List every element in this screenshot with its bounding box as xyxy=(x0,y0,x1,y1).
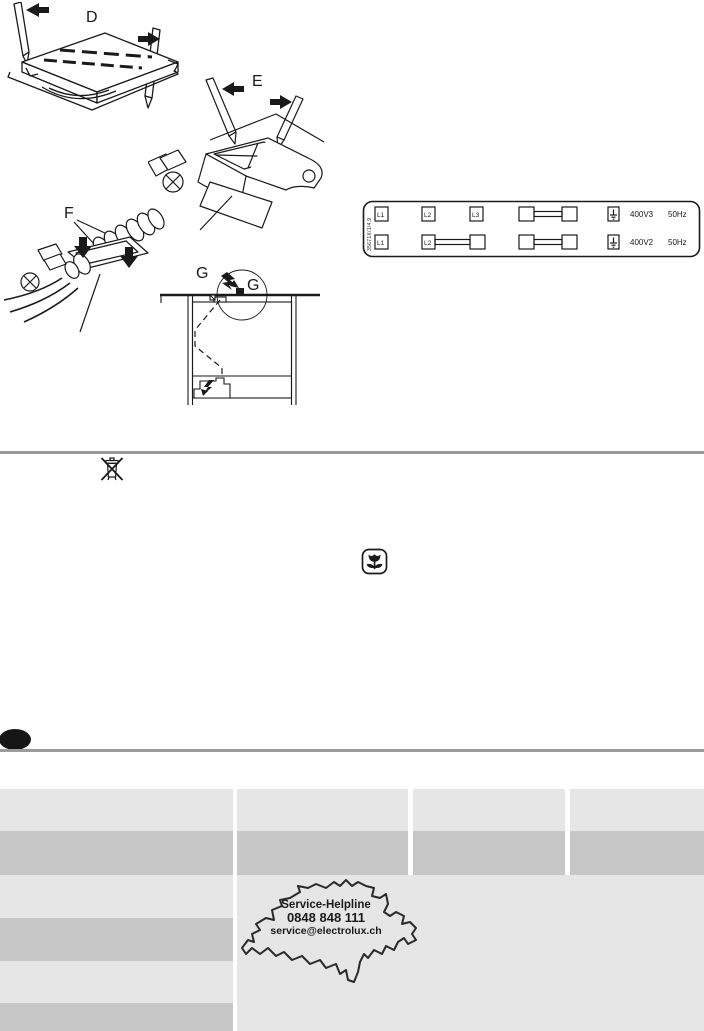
voltage-label-row1: 400V3 xyxy=(630,210,654,219)
voltage-label-row2: 400V2 xyxy=(630,238,654,247)
cable-route-dashed-line xyxy=(195,300,222,376)
figure-e-label: E xyxy=(252,73,263,90)
arrow-right-icon xyxy=(270,95,292,109)
table-cell xyxy=(413,789,565,831)
freq-label-row1: 50Hz xyxy=(668,210,687,219)
table-cell xyxy=(413,831,565,875)
table-cell xyxy=(0,875,233,918)
freq-label-row2: 50Hz xyxy=(668,238,687,247)
terminal-l2: L2 xyxy=(424,212,432,219)
wiring-code-vertical: 35671X/1/4,9 xyxy=(367,217,373,251)
figure-g-inner-label: G xyxy=(247,277,260,294)
figure-f-label: F xyxy=(64,205,74,222)
table-cell xyxy=(570,831,704,875)
table-cell xyxy=(237,789,408,831)
table-cell xyxy=(0,918,233,961)
terminal-l1: L1 xyxy=(377,212,385,219)
service-helpline-title: Service-Helpline xyxy=(281,899,371,911)
table-cell xyxy=(0,1003,233,1031)
table-cell xyxy=(0,961,233,1003)
table-cell xyxy=(0,789,233,831)
lightning-bolt-icon xyxy=(221,272,239,290)
arrow-left-icon xyxy=(222,82,244,96)
table-cell xyxy=(0,831,233,875)
terminal-l2: L2 xyxy=(424,240,432,247)
weee-crossed-bin-icon xyxy=(100,456,124,483)
terminal-l3: L3 xyxy=(472,212,480,219)
wiring-diagram xyxy=(362,200,702,258)
table-cell xyxy=(237,831,408,875)
section-divider-bottom xyxy=(0,749,704,752)
service-email: service@electrolux.ch xyxy=(270,925,382,937)
eco-flower-icon xyxy=(361,548,388,575)
section-divider-top xyxy=(0,451,704,454)
terminal-l1: L1 xyxy=(377,240,385,247)
plug-icon xyxy=(236,288,244,296)
table-cell xyxy=(570,789,704,831)
figure-d-label: D xyxy=(86,9,98,26)
service-phone: 0848 848 111 xyxy=(286,910,366,925)
switzerland-map xyxy=(238,876,428,1002)
arrow-left-icon xyxy=(26,3,49,17)
figure-g-illustration xyxy=(158,258,323,408)
section-bullet-pill xyxy=(0,728,34,751)
figure-g-label: G xyxy=(196,265,209,282)
